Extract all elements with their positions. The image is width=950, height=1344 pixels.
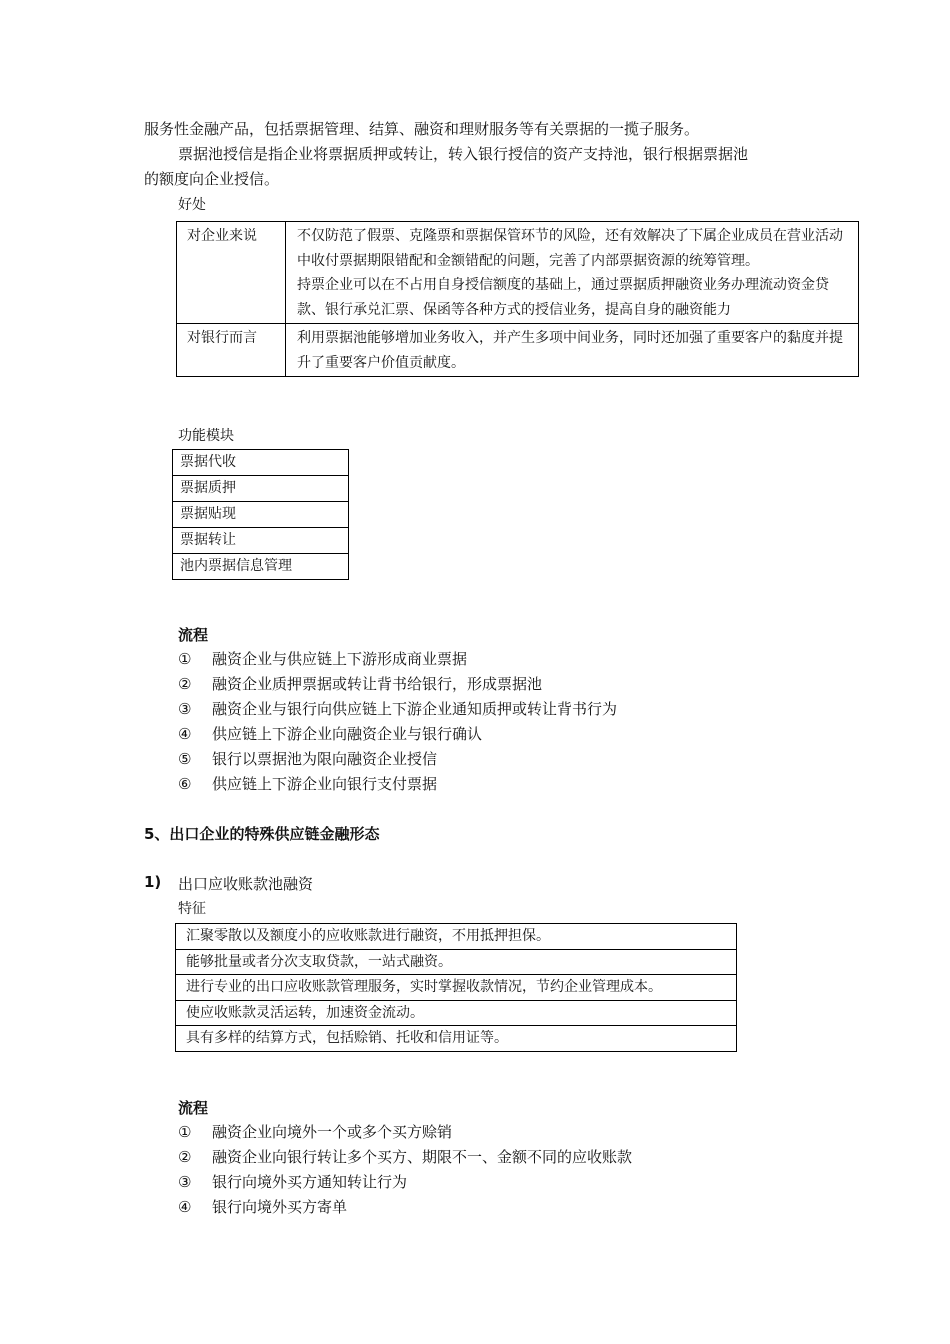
table-row <box>173 528 349 554</box>
step-text: 银行以票据池为限向融资企业授信 <box>212 750 438 768</box>
benefit-label-bank: 对银行而言 <box>177 324 286 377</box>
list-item <box>178 772 437 797</box>
step-number: ① <box>178 1123 192 1141</box>
feature-item: 汇聚零散以及额度小的应收账款进行融资，不用抵押担保。 <box>176 924 737 950</box>
process-heading: 流程 <box>178 626 209 644</box>
step-number: ④ <box>178 725 192 743</box>
table-row <box>173 554 349 580</box>
list-item <box>178 1120 452 1145</box>
subsection-number: 1) <box>144 873 162 891</box>
step-text: 供应链上下游企业向融资企业与银行确认 <box>212 725 483 743</box>
process-heading: 流程 <box>178 1099 209 1117</box>
section-title: 5、出口企业的特殊供应链金融形态 <box>144 825 380 843</box>
benefit-text-bank <box>286 324 859 377</box>
step-number: ④ <box>178 1198 192 1216</box>
benefit-text-enterprise <box>286 222 859 324</box>
step-text: 供应链上下游企业向银行支付票据 <box>212 775 438 793</box>
benefit-paragraph: 利用票据池能够增加业务收入，并产生多项中间业务，同时还加强了重要客户的黏度并提升了重要客户价值贡献度。 <box>297 330 843 371</box>
list-item <box>178 1145 632 1170</box>
benefit-label-enterprise: 对企业来说 <box>177 222 286 324</box>
list-item <box>178 1170 407 1195</box>
subsection-title: 出口应收账款池融资 <box>178 875 314 893</box>
step-text: 融资企业与供应链上下游形成商业票据 <box>212 650 468 668</box>
benefits-heading: 好处 <box>178 197 206 213</box>
step-number: ① <box>178 650 192 668</box>
table-row <box>177 222 859 324</box>
intro-line-2: 票据池授信是指企业将票据质押或转让，转入银行授信的资产支持池，银行根据票据池 <box>178 145 749 163</box>
features-heading: 特征 <box>178 901 206 917</box>
table-row <box>176 1026 737 1052</box>
module-item: 票据质押 <box>173 476 349 502</box>
list-item <box>178 697 617 722</box>
list-item <box>178 647 467 672</box>
step-text: 融资企业向境外一个或多个买方赊销 <box>212 1123 453 1141</box>
module-item: 票据转让 <box>173 528 349 554</box>
step-text: 融资企业质押票据或转让背书给银行，形成票据池 <box>212 675 543 693</box>
step-text: 融资企业与银行向供应链上下游企业通知质押或转让背书行为 <box>212 700 618 718</box>
table-row <box>176 949 737 975</box>
benefit-paragraph: 持票企业可以在不占用自身授信额度的基础上，通过票据质押融资业务办理流动资金贷款、银行承兑汇票、保函等各种方式的授信业务，提高自身的融资能力 <box>297 277 829 318</box>
intro-line-1: 服务性金融产品，包括票据管理、结算、融资和理财服务等有关票据的一揽子服务。 <box>144 120 700 138</box>
list-item <box>178 1195 347 1220</box>
list-item <box>178 747 437 772</box>
module-item: 池内票据信息管理 <box>173 554 349 580</box>
features-table <box>175 923 737 1052</box>
step-number: ⑥ <box>178 775 192 793</box>
step-text: 银行向境外买方寄单 <box>212 1198 348 1216</box>
step-number: ② <box>178 675 192 693</box>
list-item <box>178 722 482 747</box>
table-row <box>173 450 349 476</box>
feature-item: 具有多样的结算方式，包括赊销、托收和信用证等。 <box>176 1026 737 1052</box>
benefits-table <box>176 221 859 377</box>
step-text: 融资企业向银行转让多个买方、期限不一、金额不同的应收账款 <box>212 1148 633 1166</box>
table-row <box>173 476 349 502</box>
module-item: 票据贴现 <box>173 502 349 528</box>
intro-line-3: 的额度向企业授信。 <box>144 170 280 188</box>
benefit-paragraph: 不仅防范了假票、克隆票和票据保管环节的风险，还有效解决了下属企业成员在营业活动中收付票据期限错配和金额错配的问题，完善了内部票据资源的统筹管理。 <box>297 228 843 269</box>
table-row <box>176 975 737 1001</box>
step-text: 银行向境外买方通知转让行为 <box>212 1173 408 1191</box>
feature-item: 使应收账款灵活运转，加速资金流动。 <box>176 1000 737 1026</box>
table-row <box>173 502 349 528</box>
step-number: ② <box>178 1148 192 1166</box>
table-row <box>176 924 737 950</box>
table-row <box>177 324 859 377</box>
module-item: 票据代收 <box>173 450 349 476</box>
step-number: ③ <box>178 700 192 718</box>
step-number: ③ <box>178 1173 192 1191</box>
feature-item: 能够批量或者分次支取贷款，一站式融资。 <box>176 949 737 975</box>
step-number: ⑤ <box>178 750 192 768</box>
modules-heading: 功能模块 <box>178 428 234 444</box>
list-item <box>178 672 542 697</box>
modules-table <box>172 449 349 580</box>
table-row <box>176 1000 737 1026</box>
feature-item: 进行专业的出口应收账款管理服务，实时掌握收款情况，节约企业管理成本。 <box>176 975 737 1001</box>
